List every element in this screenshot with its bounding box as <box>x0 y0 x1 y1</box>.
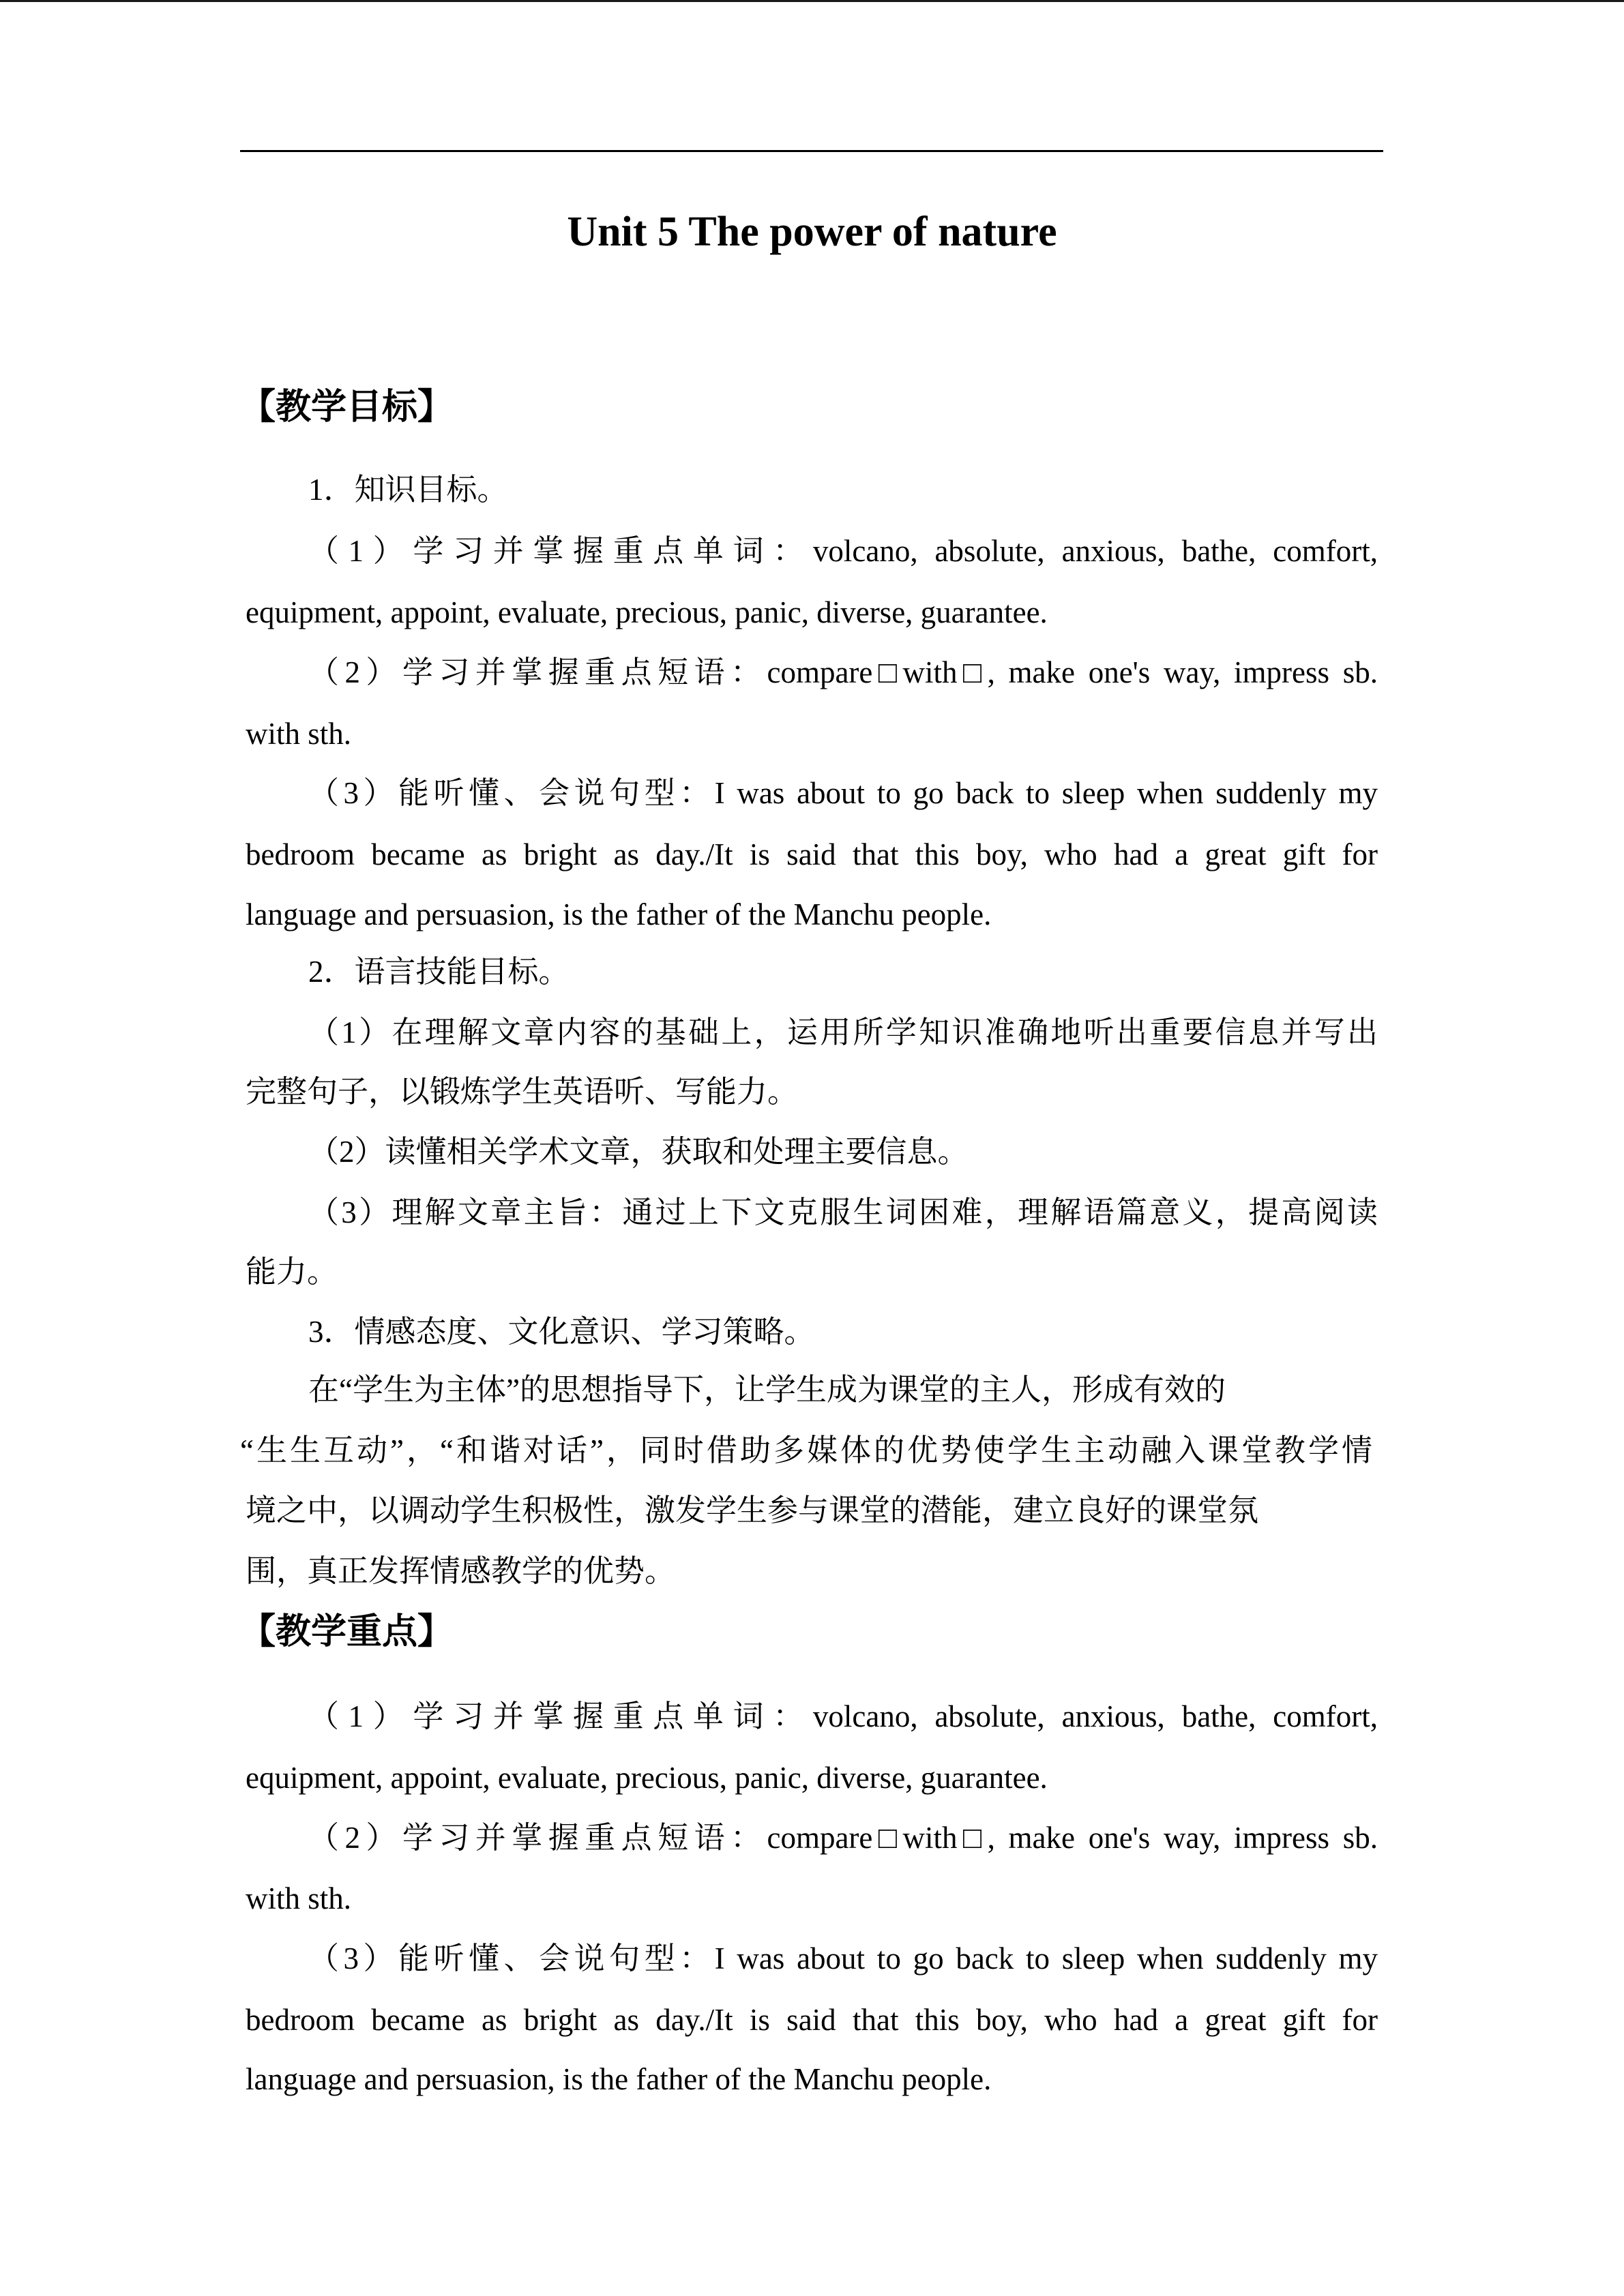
section-heading-teaching-focus: 【教学重点】 <box>240 1611 454 1652</box>
paragraph-line: （3）理解文章主旨：通过上下文克服生词困难，理解语篇意义，提高阅读 <box>308 1195 1378 1229</box>
paragraph-line: language and persuasion, is the father of the Manchu people. <box>246 897 992 931</box>
paragraph-line: equipment, appoint, evaluate, precious, panic, diverse, guarantee. <box>246 1761 1048 1795</box>
header-rule <box>240 150 1383 152</box>
section-heading-teaching-objectives: 【教学目标】 <box>240 387 454 428</box>
paragraph-line: （3）能听懂、会说句型：I was about to go back to sleep when suddenly my <box>308 776 1378 810</box>
paragraph-line: 围，真正发挥情感教学的优势。 <box>246 1554 676 1588</box>
paragraph-line: equipment, appoint, evaluate, precious, panic, diverse, guarantee. <box>246 595 1048 629</box>
paragraph-line: （2）读懂相关学术文章，获取和处理主要信息。 <box>308 1135 969 1169</box>
paragraph-line: with sth. <box>246 1881 352 1915</box>
paragraph-line: （2）学习并掌握重点短语：compare□with□, make one's way, impress sb. <box>308 1821 1378 1855</box>
objective-1-title: 1．知识目标。 <box>308 473 508 507</box>
paragraph-line: （2）学习并掌握重点短语：compare□with□, make one's way, impress sb. <box>308 655 1378 689</box>
paragraph-line: 境之中，以调动学生积极性，激发学生参与课堂的潜能，建立良好的课堂氛 <box>246 1493 1259 1527</box>
paragraph-line: 完整句子，以锻炼学生英语听、写能力。 <box>246 1075 799 1109</box>
paragraph-line: bedroom became as bright as day./It is said that this boy, who had a great gift for <box>246 837 1378 871</box>
paragraph-line: （3）能听懂、会说句型：I was about to go back to sleep when suddenly my <box>308 1941 1378 1976</box>
paragraph-line: （1）学习并掌握重点单词：volcano, absolute, anxious, bathe, comfort, <box>308 1699 1378 1733</box>
paragraph-line: “生生互动”，“和谐对话”，同时借助多媒体的优势使学生主动融入课堂教学情 <box>240 1433 1372 1467</box>
paragraph-line: 能力。 <box>246 1255 338 1289</box>
page-top-border <box>0 0 1624 2</box>
paragraph-line: （1）学习并掌握重点单词：volcano, absolute, anxious, bathe, comfort, <box>308 534 1378 568</box>
paragraph-line: bedroom became as bright as day./It is said that this boy, who had a great gift for <box>246 2003 1378 2037</box>
paragraph-line: language and persuasion, is the father of the Manchu people. <box>246 2062 992 2096</box>
paragraph-line: 在“学生为主体”的思想指导下，让学生成为课堂的主人，形成有效的 <box>308 1373 1226 1407</box>
paragraph-line: with sth. <box>246 717 352 751</box>
paragraph-line: （1）在理解文章内容的基础上，运用所学知识准确地听出重要信息并写出 <box>308 1015 1378 1049</box>
objective-3-title: 3．情感态度、文化意识、学习策略。 <box>308 1315 815 1349</box>
document-title: Unit 5 The power of nature <box>567 209 1057 255</box>
objective-2-title: 2．语言技能目标。 <box>308 955 570 989</box>
